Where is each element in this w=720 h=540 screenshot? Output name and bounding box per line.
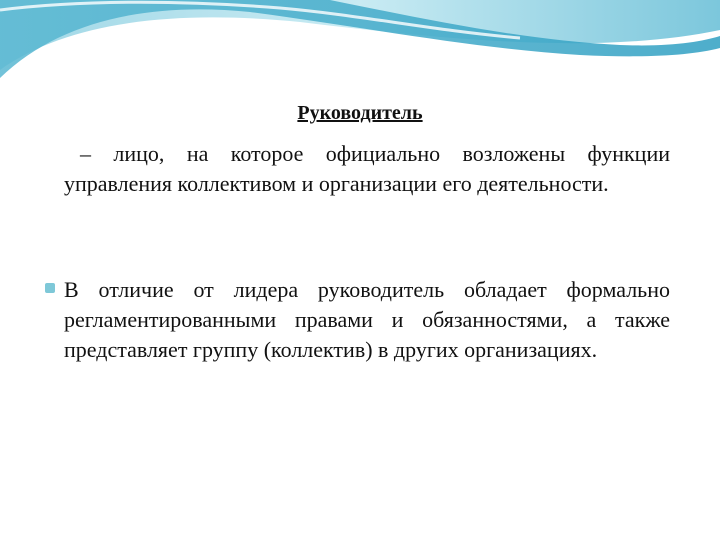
definition-text: – лицо, на которое официально возложены функции управления коллективом и организации его деятельности. [64, 141, 670, 196]
bullet-text: В отличие от лидера руководитель обладает формально регламентированными правами и обязанностями, а также представляет группу (коллектив) в других организациях. [64, 277, 670, 362]
bullet-marker-icon [45, 283, 55, 293]
slide-title [0, 102, 720, 125]
title-text: Руководитель [297, 102, 423, 124]
